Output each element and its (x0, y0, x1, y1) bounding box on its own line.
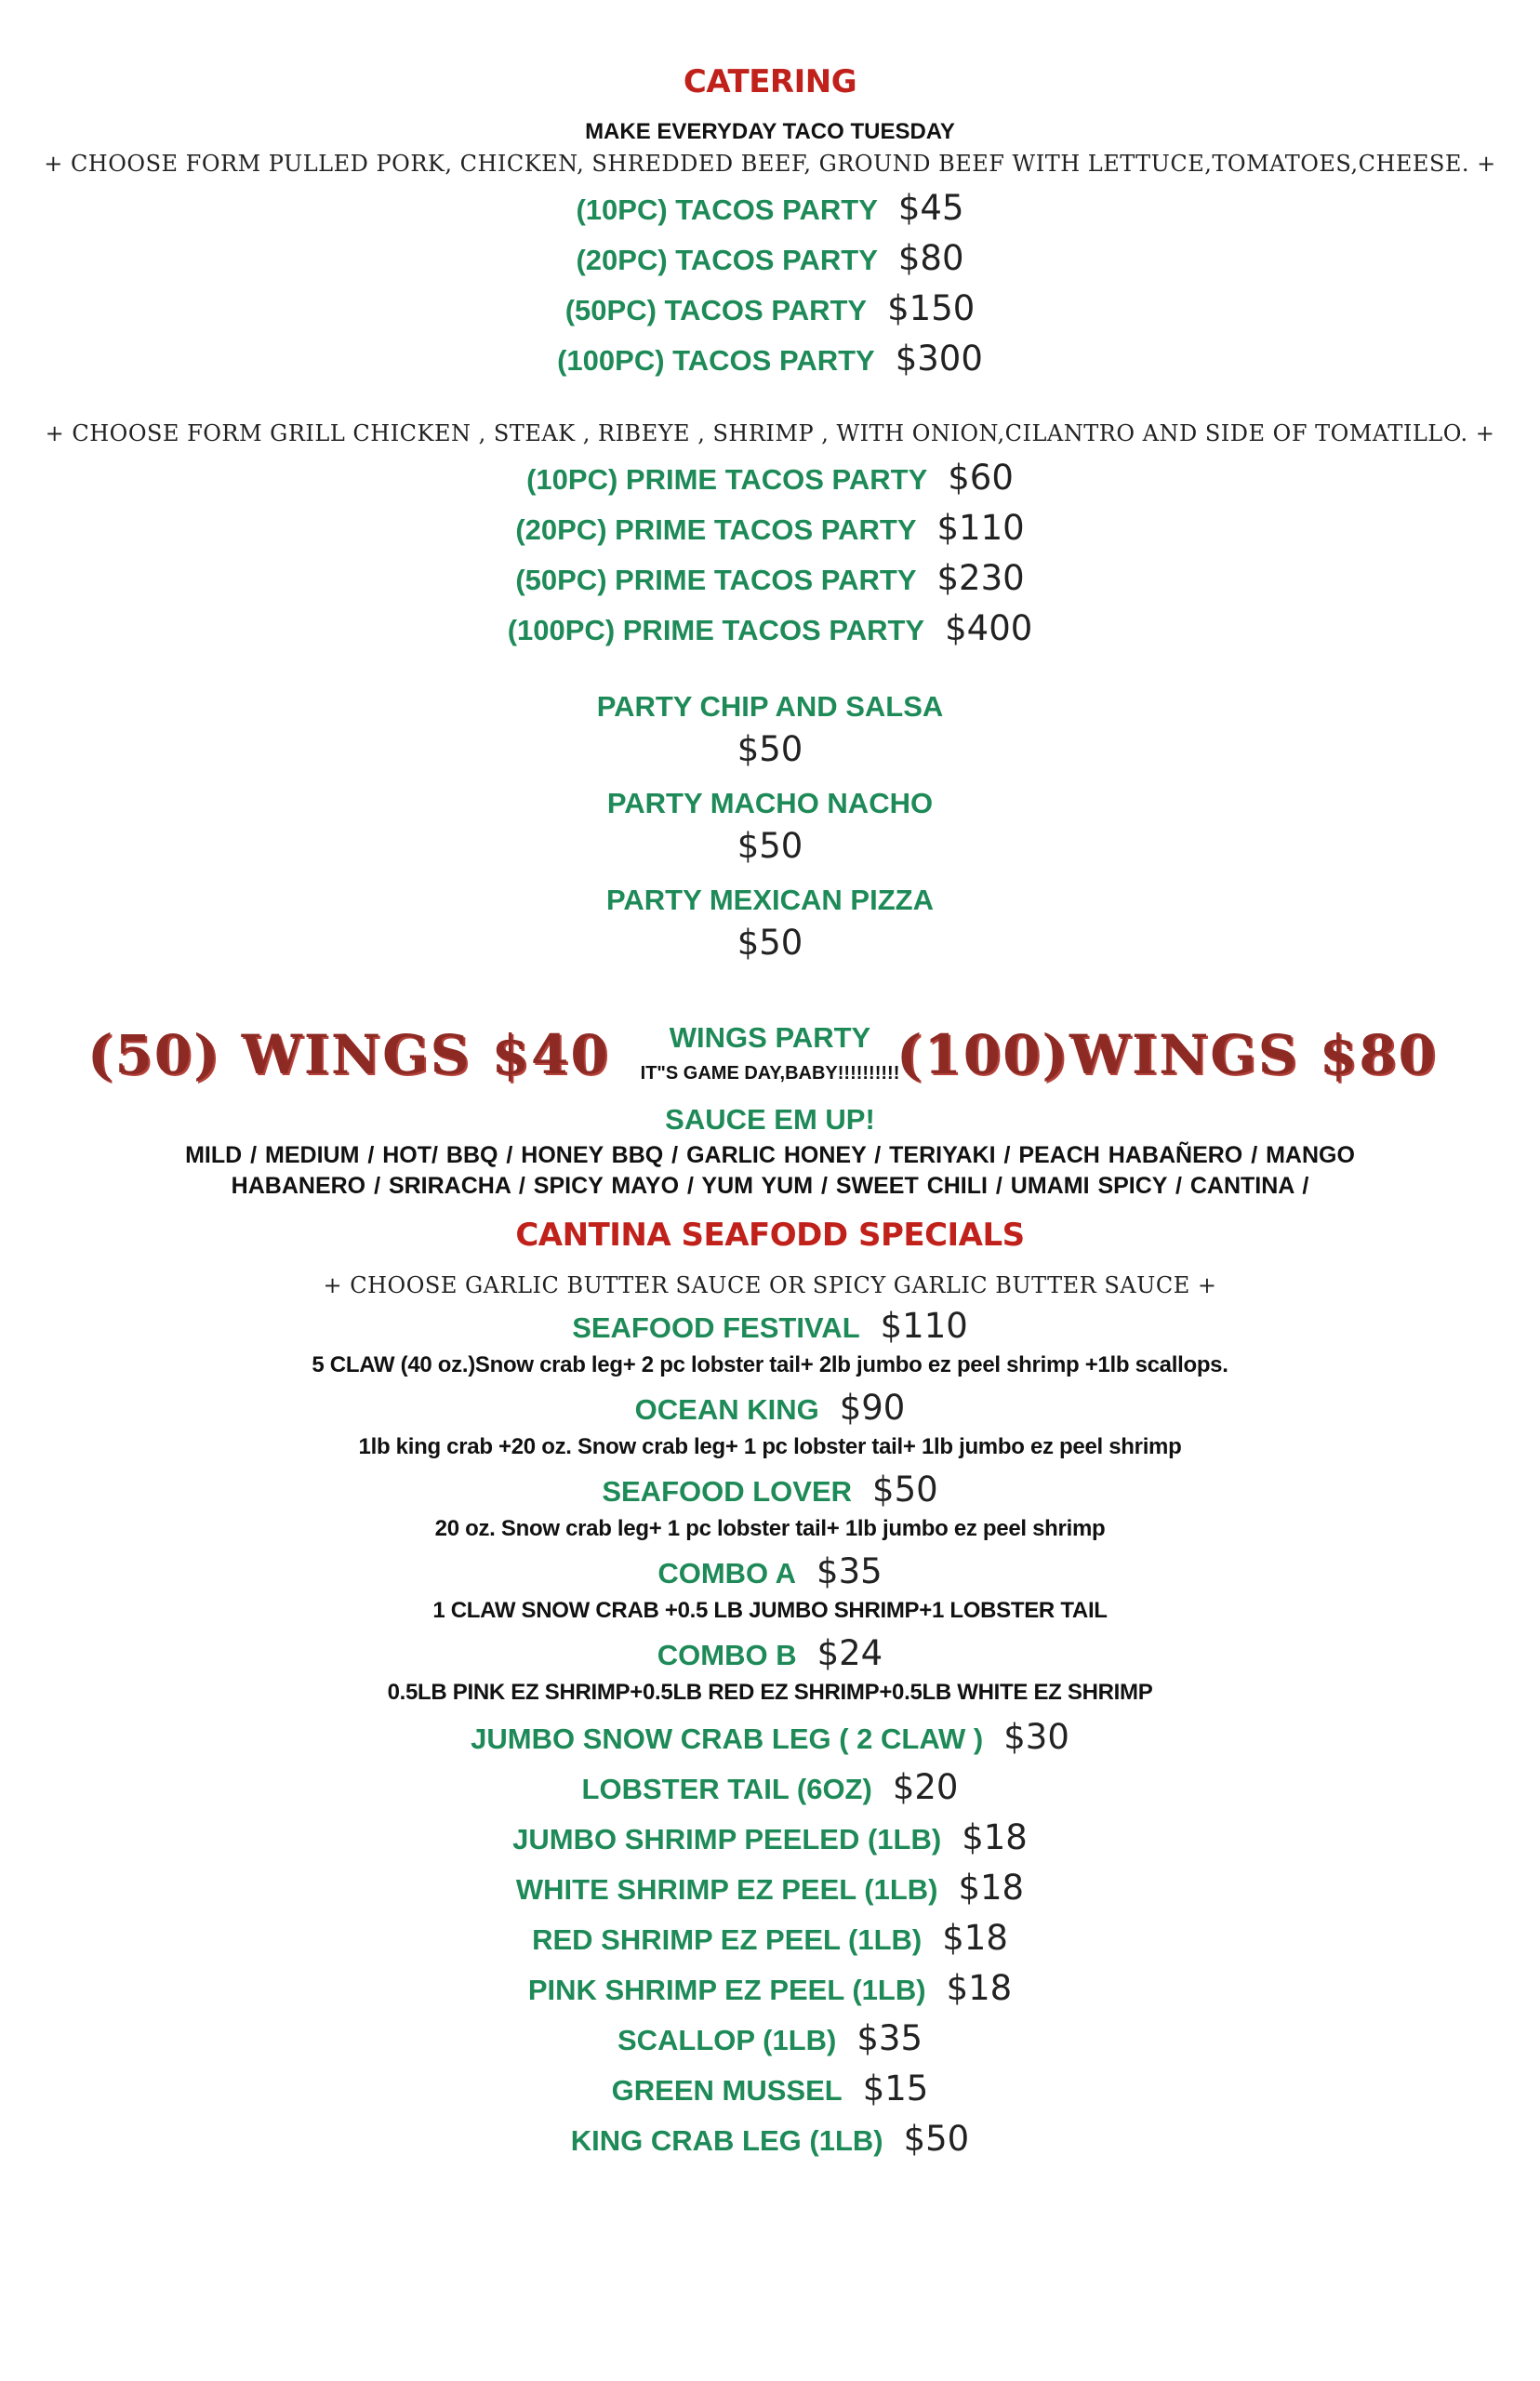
menu-item (0, 2068, 1540, 2108)
menu-item (0, 558, 1540, 598)
item-price: $50 (903, 2119, 970, 2159)
item-name: (100PC) PRIME TACOS PARTY (507, 614, 925, 646)
item-price: $110 (880, 1306, 968, 1346)
item-name: KING CRAB LEG (1LB) (570, 2124, 883, 2157)
item-name: (20PC) TACOS PARTY (576, 244, 878, 276)
item-price: $18 (962, 1817, 1028, 1857)
item-price: $300 (895, 339, 983, 379)
menu-item (0, 2119, 1540, 2159)
menu-item (0, 288, 1540, 328)
catering-subtitle: MAKE EVERYDAY TACO TUESDAY (585, 119, 955, 144)
seafood-special (0, 1551, 1540, 1591)
item-name: SCALLOP (1LB) (617, 2024, 837, 2056)
wings-50-banner: (50) WINGS $40 (87, 1023, 610, 1086)
party-item-price: $50 (737, 826, 803, 866)
menu-item (0, 339, 1540, 379)
item-name: LOBSTER TAIL (6OZ) (581, 1773, 872, 1805)
sauce-list-line-2: HABANERO / SRIRACHA / SPICY MAYO / YUM YUM / SWEET CHILI / UMAMI SPICY / CANTINA / (231, 1173, 1309, 1199)
menu-item (0, 188, 1540, 228)
item-name: OCEAN KING (634, 1393, 819, 1426)
sauce-title: SAUCE EM UP! (665, 1103, 875, 1136)
item-price: $15 (862, 2068, 929, 2108)
item-price: $150 (887, 288, 976, 328)
item-price: $18 (942, 1918, 1008, 1958)
party-item-name: PARTY MACHO NACHO (606, 787, 934, 819)
menu-item (0, 1918, 1540, 1958)
item-price: $35 (856, 2018, 923, 2058)
party-item-name: PARTY MEXICAN PIZZA (606, 884, 934, 916)
item-price: $90 (839, 1388, 906, 1428)
item-description: 5 CLAW (40 oz.)Snow crab leg+ 2 pc lobster tail+ 2lb jumbo ez peel shrimp +1lb scallops. (312, 1352, 1228, 1377)
prime-options-note: + CHOOSE FORM GRILL CHICKEN , STEAK , RIBEYE , SHRIMP , WITH ONION,CILANTRO AND SIDE OF TOMATILLO. + (45, 420, 1495, 446)
item-name: GREEN MUSSEL (611, 2074, 843, 2107)
menu-item (0, 1767, 1540, 1807)
menu-item (0, 238, 1540, 278)
item-price: $80 (897, 238, 964, 278)
item-price: $18 (946, 1968, 1013, 2008)
item-name: COMBO A (657, 1557, 797, 1590)
menu-item (0, 1868, 1540, 1908)
item-description: 1 CLAW SNOW CRAB +0.5 LB JUMBO SHRIMP+1 LOBSTER TAIL (432, 1598, 1108, 1623)
menu-item (0, 1817, 1540, 1857)
seafood-title: CANTINA SEAFODD SPECIALS (515, 1217, 1025, 1254)
item-name: (10PC) PRIME TACOS PARTY (526, 463, 928, 496)
item-description: 1lb king crab +20 oz. Snow crab leg+ 1 pc lobster tail+ 1lb jumbo ez peel shrimp (358, 1434, 1182, 1459)
item-price: $35 (816, 1551, 883, 1591)
catering-title: CATERING (683, 63, 857, 100)
menu-item (0, 2018, 1540, 2058)
item-name: (10PC) TACOS PARTY (576, 193, 878, 226)
seafood-special (0, 1306, 1540, 1346)
item-name: JUMBO SNOW CRAB LEG ( 2 CLAW ) (471, 1723, 984, 1755)
menu-item (0, 1968, 1540, 2008)
item-name: SEAFOOD FESTIVAL (572, 1311, 860, 1344)
item-name: PINK SHRIMP EZ PEEL (1LB) (527, 1974, 926, 2006)
item-price: $230 (936, 558, 1025, 598)
seafood-special (0, 1633, 1540, 1673)
item-name: SEAFOOD LOVER (602, 1475, 853, 1508)
item-description: 0.5LB PINK EZ SHRIMP+0.5LB RED EZ SHRIMP+0.5LB WHITE EZ SHRIMP (387, 1680, 1153, 1705)
item-name: (100PC) TACOS PARTY (557, 344, 875, 377)
item-description: 20 oz. Snow crab leg+ 1 pc lobster tail+ 1lb jumbo ez peel shrimp (434, 1516, 1106, 1541)
sauce-choice-note: + CHOOSE GARLIC BUTTER SAUCE OR SPICY GARLIC BUTTER SAUCE + (323, 1272, 1217, 1298)
item-name: (50PC) PRIME TACOS PARTY (515, 564, 917, 596)
item-price: $50 (872, 1470, 938, 1510)
menu-item (0, 1717, 1540, 1757)
item-name: JUMBO SHRIMP PEELED (1LB) (512, 1823, 942, 1856)
item-name: COMBO B (657, 1639, 797, 1671)
party-item-price: $50 (737, 923, 803, 963)
wings-tagline: IT"S GAME DAY,BABY!!!!!!!!!! (640, 1063, 900, 1084)
seafood-special (0, 1470, 1540, 1510)
item-price: $20 (892, 1767, 959, 1807)
sauce-list-line-1: MILD / MEDIUM / HOT/ BBQ / HONEY BBQ / GARLIC HONEY / TERIYAKI / PEACH HABAÑERO / MANGO (185, 1142, 1355, 1168)
taco-options-note: + CHOOSE FORM PULLED PORK, CHICKEN, SHREDDED BEEF, GROUND BEEF WITH LETTUCE,TOMATOES,CHEESE. + (44, 151, 1496, 177)
item-price: $18 (958, 1868, 1025, 1908)
item-price: $30 (1003, 1717, 1069, 1757)
item-name: (20PC) PRIME TACOS PARTY (515, 513, 917, 546)
item-name: (50PC) TACOS PARTY (564, 294, 868, 326)
item-price: $60 (948, 458, 1014, 498)
party-item-price: $50 (737, 729, 803, 769)
menu-item (0, 458, 1540, 498)
item-price: $110 (936, 508, 1025, 548)
menu-item (0, 608, 1540, 648)
seafood-special (0, 1388, 1540, 1428)
item-name: WHITE SHRIMP EZ PEEL (1LB) (515, 1873, 938, 1906)
item-price: $45 (897, 188, 964, 228)
party-item-name: PARTY CHIP AND SALSA (596, 690, 944, 723)
wings-100-banner: (100)WINGS $80 (896, 1023, 1438, 1086)
item-price: $400 (945, 608, 1033, 648)
menu-item (0, 508, 1540, 548)
item-name: RED SHRIMP EZ PEEL (1LB) (532, 1923, 923, 1956)
wings-party-title: WINGS PARTY (669, 1021, 871, 1054)
item-price: $24 (816, 1633, 883, 1673)
